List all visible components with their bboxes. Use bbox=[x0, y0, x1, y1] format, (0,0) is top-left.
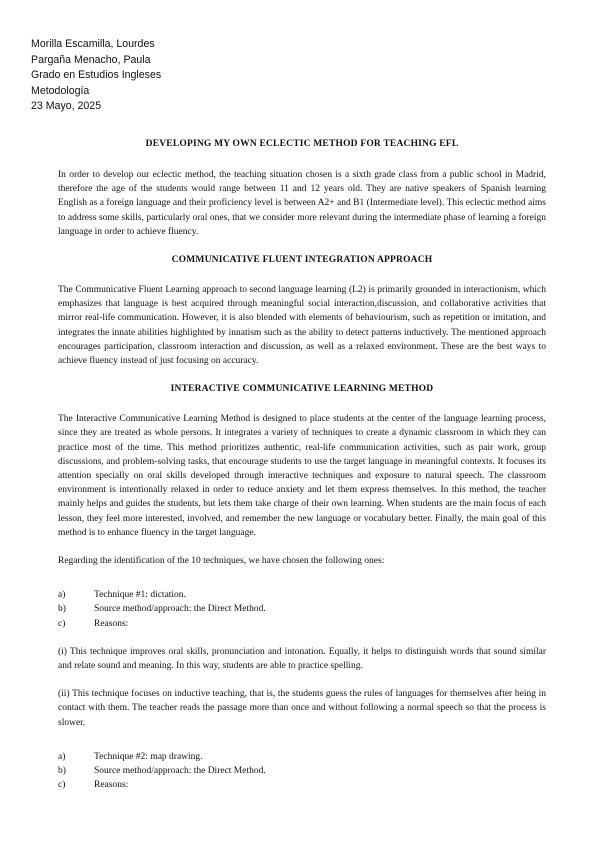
header-line: Grado en Estudios Ingleses bbox=[31, 69, 162, 82]
intro-paragraph: In order to develop our eclectic method, the teaching situation chosen is a sixth grade class from a public school in Madrid, therefore the age of the students would range between 11 and 12 years old. They are native speakers of Spanish learning English as a foreign language and their proficiency level is between A2+ and B1 (Intermediate level). This eclectic method aims to address some skills, particularly oral ones, that we consider more relevant during the intermediate phase of learning a foreign language in order to achieve fluency. bbox=[58, 170, 546, 237]
list-text: Technique #2: map drawing. bbox=[94, 751, 203, 762]
approach-paragraph: The Communicative Fluent Learning approach to second language learning (L2) is primarily grounded in interactionism, which emphasizes that language is best acquired through meaningful social interaction,discussion, and collaborative activities that mirror real-life communication. However, it is also blended with elements of behaviourism, such as repetition or imitation, and integrates the innate abilities highlighted by innatism such as the ability to detect patterns inductively. The mentioned approach encourages participation, classroom interaction and discussion, as well as a relaxed environment. These are the best ways to achieve fluency instead of just focusing on accuracy. bbox=[58, 285, 546, 367]
method-paragraph: The Interactive Communicative Learning Method is designed to place students at the center of the language learning process, since they are treated as whole persons. It integrates a variety of techniques to create a dynamic classroom in which they can practice most of the time. This method prioritizes authentic, real-life communication activities, such as pair work, group discussions, and problem-solving tasks, that encourage students to use the target language in meaningful contexts. It focuses its attention specially on oral skills developed through interactive techniques and exposure to natural speech. The classroom environment is intentionally relaxed in order to reduce anxiety and let them express themselves. In this method, the teacher mainly helps and guides the students, but lets them take charge of their own learning. When students are the main focus of each lesson, they feel more interested, involved, and remember the new language or vocabulary better. Finally, the main goal of this method is to enhance fluency in the target language. bbox=[58, 414, 546, 538]
list-item bbox=[58, 602, 546, 616]
list-marker: b) bbox=[58, 604, 66, 615]
document-title: DEVELOPING MY OWN ECLECTIC METHOD FOR TEACHING EFL bbox=[145, 139, 459, 149]
technique-1-list bbox=[58, 588, 546, 631]
list-item bbox=[58, 617, 546, 631]
list-item bbox=[58, 588, 546, 602]
list-text: Source method/approach: the Direct Method. bbox=[94, 604, 266, 615]
section-heading-approach: COMMUNICATIVE FLUENT INTEGRATION APPROACH bbox=[171, 255, 433, 266]
list-marker: a) bbox=[58, 751, 66, 762]
list-text: Reasons: bbox=[94, 618, 129, 629]
list-marker: c) bbox=[58, 618, 66, 629]
list-marker: a) bbox=[58, 590, 66, 601]
techniques-intro: Regarding the identification of the 10 techniques, we have chosen the following ones: bbox=[58, 556, 385, 567]
author-header bbox=[31, 37, 161, 115]
list-text: Source method/approach: the Direct Method. bbox=[94, 766, 266, 777]
header-line: Pargaña Menacho, Paula bbox=[31, 53, 151, 66]
list-marker: b) bbox=[58, 766, 66, 777]
header-line: 23 Mayo, 2025 bbox=[31, 100, 102, 113]
list-text: Reasons: bbox=[94, 780, 129, 791]
header-line: Metodología bbox=[31, 84, 90, 97]
reason-i-paragraph: (i) This technique improves oral skills, pronunciation and intonation. Equally, it helps to distinguish words that sound similar and relate sound and meaning. In this way, students are able to practice spelling. bbox=[58, 646, 546, 672]
header-line: Morilla Escamilla, Lourdes bbox=[31, 38, 155, 50]
list-text: Technique #1: dictation. bbox=[94, 590, 186, 601]
reason-ii-paragraph: (ii) This technique focuses on inductive teaching, that is, the students guess the rules of languages for themselves after being in contact with them. The teacher reads the passage more than once and without following a normal speech so that the process is slower. bbox=[58, 689, 546, 728]
section-heading-method: INTERACTIVE COMMUNICATIVE LEARNING METHOD bbox=[170, 384, 434, 395]
list-marker: c) bbox=[58, 780, 66, 791]
document-body bbox=[58, 137, 546, 793]
list-item bbox=[58, 778, 546, 792]
list-item bbox=[58, 750, 546, 764]
technique-2-list bbox=[58, 750, 546, 793]
list-item bbox=[58, 764, 546, 778]
